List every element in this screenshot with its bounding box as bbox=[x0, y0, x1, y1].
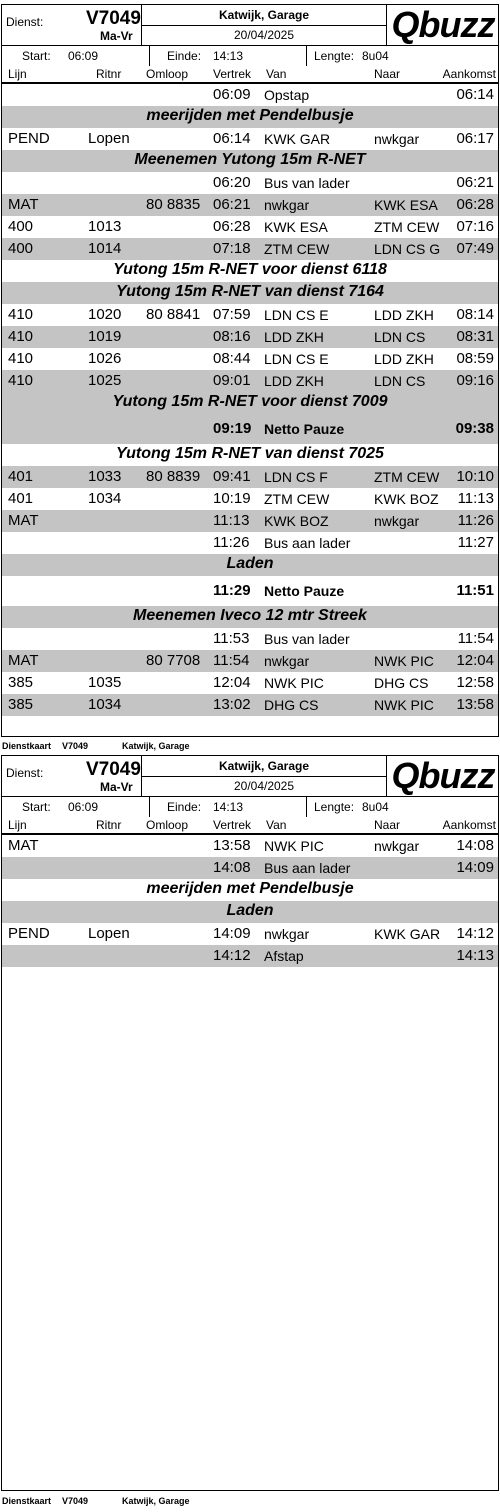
page-header bbox=[2, 5, 498, 45]
footer-location: Katwijk, Garage bbox=[122, 741, 190, 751]
lijn-cell: PEND bbox=[8, 130, 50, 147]
col-lijn: Lijn bbox=[8, 67, 27, 81]
trip-row bbox=[2, 532, 498, 554]
section-row bbox=[2, 282, 498, 304]
aankomst-cell: 12:04 bbox=[456, 652, 494, 669]
vertrek-cell: 12:04 bbox=[213, 674, 251, 691]
aankomst-cell: 13:58 bbox=[456, 696, 494, 713]
naar-cell: nwkgar bbox=[374, 131, 420, 147]
van-cell: Netto Pauze bbox=[264, 421, 345, 437]
section-row bbox=[2, 392, 498, 414]
ritnr-cell: 1020 bbox=[88, 306, 122, 323]
naar-cell: LDD ZKH bbox=[374, 307, 434, 323]
van-cell: LDD ZKH bbox=[264, 373, 324, 389]
section-row bbox=[2, 150, 498, 172]
dienstkaart-page-1 bbox=[1, 4, 499, 737]
vertrek-cell: 08:16 bbox=[213, 328, 251, 345]
section-title: meerijden met Pendelbusje bbox=[146, 880, 354, 897]
lijn-cell: 401 bbox=[8, 468, 34, 485]
lijn-cell: 385 bbox=[8, 696, 34, 713]
vertrek-cell: 11:26 bbox=[213, 534, 250, 551]
start-value: 06:09 bbox=[68, 49, 99, 63]
trip-row bbox=[2, 857, 498, 879]
naar-cell: DHG CS bbox=[374, 675, 429, 691]
shift-summary bbox=[2, 45, 498, 66]
van-cell: ZTM CEW bbox=[264, 491, 330, 507]
pause-row bbox=[2, 414, 498, 444]
section-title: Meenemen Yutong 15m R-NET bbox=[134, 151, 366, 168]
trip-row bbox=[2, 945, 498, 967]
vertrek-cell: 08:44 bbox=[213, 350, 251, 367]
trip-row bbox=[2, 194, 498, 216]
lijn-cell: 410 bbox=[8, 306, 34, 323]
van-cell: Afstap bbox=[264, 948, 304, 964]
vertrek-cell: 14:08 bbox=[213, 859, 251, 876]
aankomst-cell: 11:13 bbox=[457, 490, 494, 507]
trip-table bbox=[2, 84, 498, 716]
naar-cell: KWK BOZ bbox=[374, 491, 439, 507]
ritnr-cell: 1034 bbox=[88, 490, 122, 507]
vertrek-cell: 07:59 bbox=[213, 306, 251, 323]
vertrek-cell: 09:41 bbox=[213, 468, 251, 485]
ritnr-cell: 1034 bbox=[88, 696, 122, 713]
trip-row bbox=[2, 488, 498, 510]
dienst-days: Ma-Vr bbox=[100, 29, 133, 43]
aankomst-cell: 08:14 bbox=[456, 306, 494, 323]
dienst-number: V7049 bbox=[86, 8, 141, 29]
section-title: Yutong 15m R-NET van dienst 7164 bbox=[116, 283, 384, 300]
col-omloop: Omloop bbox=[146, 67, 189, 81]
lijn-cell: 385 bbox=[8, 674, 34, 691]
col-van: Van bbox=[266, 67, 287, 81]
van-cell: Bus aan lader bbox=[264, 535, 351, 551]
dienst-label: Dienst: bbox=[6, 766, 44, 780]
column-header bbox=[2, 66, 498, 82]
qbuzz-logo: Qbuzz bbox=[391, 755, 495, 796]
pause-row bbox=[2, 576, 498, 606]
van-cell: Opstap bbox=[264, 87, 310, 103]
van-cell: DHG CS bbox=[264, 697, 319, 713]
lijn-cell: 400 bbox=[8, 240, 34, 257]
van-cell: nwkgar bbox=[264, 197, 310, 213]
trip-row bbox=[2, 694, 498, 716]
naar-cell: KWK GAR bbox=[374, 926, 441, 942]
column-header bbox=[2, 817, 498, 833]
van-cell: KWK GAR bbox=[264, 131, 331, 147]
trip-row bbox=[2, 128, 498, 150]
van-cell: LDN CS F bbox=[264, 469, 328, 485]
van-cell: nwkgar bbox=[264, 653, 310, 669]
page-header bbox=[2, 756, 498, 796]
aankomst-cell: 11:27 bbox=[457, 534, 494, 551]
trip-row bbox=[2, 172, 498, 194]
einde-label: Einde: bbox=[167, 800, 202, 814]
van-cell: Netto Pauze bbox=[264, 583, 345, 599]
vertrek-cell: 11:54 bbox=[213, 652, 250, 669]
trip-row bbox=[2, 923, 498, 945]
col-naar: Naar bbox=[374, 818, 401, 832]
omloop-cell: 80 8841 bbox=[146, 306, 201, 323]
lijn-cell: 410 bbox=[8, 328, 34, 345]
ritnr-cell: 1033 bbox=[88, 468, 122, 485]
lijn-cell: MAT bbox=[8, 196, 39, 213]
aankomst-cell: 14:12 bbox=[456, 925, 494, 942]
van-cell: LDN CS E bbox=[264, 351, 329, 367]
trip-row bbox=[2, 348, 498, 370]
trip-row bbox=[2, 510, 498, 532]
section-row bbox=[2, 606, 498, 628]
ritnr-cell: 1026 bbox=[88, 350, 122, 367]
ritnr-cell: 1014 bbox=[88, 240, 122, 257]
trip-row bbox=[2, 326, 498, 348]
start-value: 06:09 bbox=[68, 800, 99, 814]
date: 20/04/2025 bbox=[233, 28, 295, 42]
col-vertrek: Vertrek bbox=[213, 818, 252, 832]
ritnr-cell: 1019 bbox=[88, 328, 122, 345]
naar-cell: KWK ESA bbox=[374, 197, 438, 213]
trip-row bbox=[2, 84, 498, 106]
section-row bbox=[2, 554, 498, 576]
dienst-number: V7049 bbox=[86, 759, 141, 780]
start-label: Start: bbox=[22, 49, 51, 63]
location: Katwijk, Garage bbox=[218, 759, 310, 773]
col-aankomst: Aankomst bbox=[442, 67, 496, 81]
vertrek-cell: 06:28 bbox=[213, 218, 251, 235]
shift-summary bbox=[2, 796, 498, 817]
van-cell: KWK BOZ bbox=[264, 513, 329, 529]
trip-row bbox=[2, 238, 498, 260]
section-row bbox=[2, 444, 498, 466]
aankomst-cell: 09:38 bbox=[455, 420, 494, 437]
ritnr-cell: 1013 bbox=[88, 218, 122, 235]
omloop-cell: 80 8835 bbox=[146, 196, 201, 213]
van-cell: LDN CS E bbox=[264, 307, 329, 323]
section-title: Laden bbox=[226, 555, 274, 572]
lijn-cell: MAT bbox=[8, 512, 39, 529]
lijn-cell: MAT bbox=[8, 652, 39, 669]
ritnr-cell: 1035 bbox=[88, 674, 122, 691]
col-omloop: Omloop bbox=[146, 818, 189, 832]
naar-cell: LDN CS G bbox=[374, 241, 441, 257]
aankomst-cell: 06:17 bbox=[456, 130, 494, 147]
section-row bbox=[2, 901, 498, 923]
vertrek-cell: 09:01 bbox=[213, 372, 251, 389]
einde-value: 14:13 bbox=[213, 800, 244, 814]
naar-cell: ZTM CEW bbox=[374, 469, 440, 485]
omloop-cell: 80 8839 bbox=[146, 468, 201, 485]
section-row bbox=[2, 106, 498, 128]
naar-cell: nwkgar bbox=[374, 838, 420, 854]
col-vertrek: Vertrek bbox=[213, 67, 252, 81]
lengte-label: Lengte: bbox=[314, 49, 355, 63]
trip-table bbox=[2, 835, 498, 967]
aankomst-cell: 06:28 bbox=[456, 196, 494, 213]
section-title: meerijden met Pendelbusje bbox=[146, 107, 354, 124]
section-title: Yutong 15m R-NET voor dienst 7009 bbox=[112, 393, 388, 410]
lijn-cell: 401 bbox=[8, 490, 34, 507]
vertrek-cell: 13:02 bbox=[213, 696, 251, 713]
van-cell: ZTM CEW bbox=[264, 241, 330, 257]
start-label: Start: bbox=[22, 800, 51, 814]
footer-dienst: V7049 bbox=[62, 1496, 89, 1506]
aankomst-cell: 07:49 bbox=[456, 240, 494, 257]
naar-cell: nwkgar bbox=[374, 513, 420, 529]
vertrek-cell: 07:18 bbox=[213, 240, 251, 257]
naar-cell: NWK PIC bbox=[374, 653, 434, 669]
van-cell: nwkgar bbox=[264, 926, 310, 942]
footer-label: Dienstkaart bbox=[2, 1496, 52, 1506]
lengte-value: 8u04 bbox=[362, 49, 389, 63]
ritnr-cell: Lopen bbox=[88, 130, 130, 147]
footer-location: Katwijk, Garage bbox=[122, 1496, 190, 1506]
aankomst-cell: 06:21 bbox=[456, 174, 494, 191]
col-ritnr: Ritnr bbox=[96, 67, 122, 81]
vertrek-cell: 06:20 bbox=[213, 174, 251, 191]
aankomst-cell: 07:16 bbox=[456, 218, 494, 235]
einde-value: 14:13 bbox=[213, 49, 244, 63]
section-title: Meenemen Iveco 12 mtr Streek bbox=[133, 607, 367, 624]
vertrek-cell: 06:09 bbox=[213, 86, 251, 103]
aankomst-cell: 14:09 bbox=[456, 859, 494, 876]
trip-row bbox=[2, 835, 498, 857]
vertrek-cell: 11:13 bbox=[213, 512, 250, 529]
vertrek-cell: 10:19 bbox=[213, 490, 251, 507]
col-ritnr: Ritnr bbox=[96, 818, 122, 832]
aankomst-cell: 12:58 bbox=[456, 674, 494, 691]
vertrek-cell: 06:14 bbox=[213, 130, 251, 147]
trip-row bbox=[2, 650, 498, 672]
col-aankomst: Aankomst bbox=[442, 818, 496, 832]
naar-cell: ZTM CEW bbox=[374, 219, 440, 235]
lijn-cell: 410 bbox=[8, 350, 34, 367]
col-lijn: Lijn bbox=[8, 818, 27, 832]
location: Katwijk, Garage bbox=[218, 8, 310, 22]
naar-cell: LDN CS bbox=[374, 373, 426, 389]
van-cell: NWK PIC bbox=[264, 675, 324, 691]
naar-cell: LDN CS bbox=[374, 329, 426, 345]
footer-label: Dienstkaart bbox=[2, 741, 52, 751]
section-title: Yutong 15m R-NET voor dienst 6118 bbox=[113, 261, 387, 278]
lijn-cell: 410 bbox=[8, 372, 34, 389]
lijn-cell: PEND bbox=[8, 925, 50, 942]
trip-row bbox=[2, 672, 498, 694]
trip-row bbox=[2, 628, 498, 650]
aankomst-cell: 11:51 bbox=[456, 582, 494, 599]
lengte-value: 8u04 bbox=[362, 800, 389, 814]
van-cell: KWK ESA bbox=[264, 219, 328, 235]
lengte-label: Lengte: bbox=[314, 800, 355, 814]
aankomst-cell: 08:59 bbox=[456, 350, 494, 367]
dienst-days: Ma-Vr bbox=[100, 780, 133, 794]
einde-label: Einde: bbox=[167, 49, 202, 63]
aankomst-cell: 14:13 bbox=[456, 947, 494, 964]
col-naar: Naar bbox=[374, 67, 401, 81]
trip-row bbox=[2, 216, 498, 238]
vertrek-cell: 14:09 bbox=[213, 925, 251, 942]
section-row bbox=[2, 260, 498, 282]
trip-row bbox=[2, 370, 498, 392]
van-cell: LDD ZKH bbox=[264, 329, 324, 345]
naar-cell: LDD ZKH bbox=[374, 351, 434, 367]
footer-dienst: V7049 bbox=[62, 741, 89, 751]
vertrek-cell: 11:53 bbox=[213, 630, 250, 647]
trip-row bbox=[2, 466, 498, 488]
dienst-label: Dienst: bbox=[6, 15, 44, 29]
dienstkaart-page-2 bbox=[1, 755, 499, 1491]
lijn-cell: MAT bbox=[8, 837, 39, 854]
trip-row bbox=[2, 304, 498, 326]
vertrek-cell: 13:58 bbox=[213, 837, 251, 854]
ritnr-cell: Lopen bbox=[88, 925, 130, 942]
van-cell: NWK PIC bbox=[264, 838, 324, 854]
vertrek-cell: 09:19 bbox=[213, 420, 252, 437]
aankomst-cell: 14:08 bbox=[456, 837, 494, 854]
aankomst-cell: 09:16 bbox=[456, 372, 494, 389]
van-cell: Bus van lader bbox=[264, 175, 350, 191]
col-van: Van bbox=[266, 818, 287, 832]
naar-cell: NWK PIC bbox=[374, 697, 434, 713]
aankomst-cell: 11:26 bbox=[457, 512, 494, 529]
ritnr-cell: 1025 bbox=[88, 372, 122, 389]
section-title: Laden bbox=[226, 902, 274, 919]
date: 20/04/2025 bbox=[233, 779, 295, 793]
lijn-cell: 400 bbox=[8, 218, 34, 235]
van-cell: Bus aan lader bbox=[264, 860, 351, 876]
vertrek-cell: 11:29 bbox=[213, 582, 251, 599]
aankomst-cell: 11:54 bbox=[457, 630, 494, 647]
qbuzz-logo: Qbuzz bbox=[391, 4, 495, 45]
vertrek-cell: 06:21 bbox=[213, 196, 251, 213]
aankomst-cell: 10:10 bbox=[456, 468, 494, 485]
vertrek-cell: 14:12 bbox=[213, 947, 251, 964]
aankomst-cell: 08:31 bbox=[456, 328, 494, 345]
omloop-cell: 80 7708 bbox=[146, 652, 201, 669]
aankomst-cell: 06:14 bbox=[456, 86, 494, 103]
van-cell: Bus van lader bbox=[264, 631, 350, 647]
section-title: Yutong 15m R-NET van dienst 7025 bbox=[116, 445, 384, 462]
section-row bbox=[2, 879, 498, 901]
